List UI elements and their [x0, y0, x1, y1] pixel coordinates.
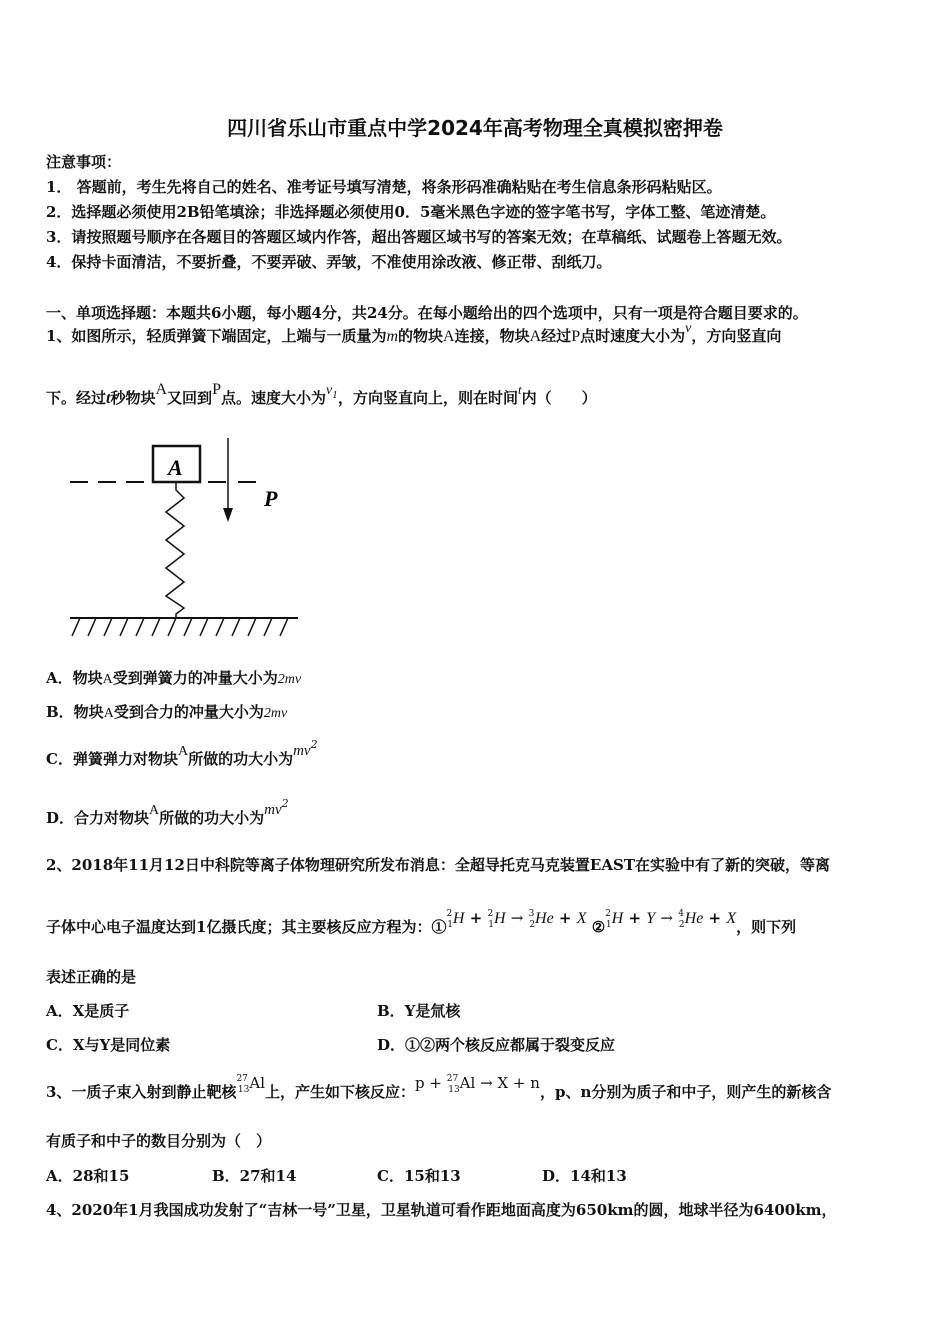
- q1-v1-symbol: v: [325, 383, 333, 398]
- q2-line-3: 表述正确的是: [46, 968, 137, 986]
- q2-equation-1: $^2_1$H + $^2_1$H → $^3_2$He + X: [446, 909, 587, 930]
- q1-mass-symbol: m: [386, 328, 399, 345]
- q3-option-c: C．15和13: [377, 1167, 461, 1185]
- q2-text: ②: [591, 918, 606, 936]
- spring: [166, 482, 184, 618]
- q2-equation-2: $^2_1$H + Y → $^4_2$He + X: [605, 909, 737, 930]
- q1-option-d: [46, 797, 289, 830]
- q1-v1-subscript: 1: [332, 391, 338, 401]
- q1-option-a: [46, 668, 301, 690]
- q1-block-label: A: [443, 328, 455, 345]
- section-heading: 一、单项选择题：本题共6小题，每小题4分，共24分。在每小题给出的四个选项中，只有一项是符合题目要求的。: [46, 304, 808, 322]
- q1-text: 内（ ）: [521, 389, 597, 407]
- q1-time-symbol: t: [106, 390, 111, 407]
- q1-point-label: P: [571, 328, 581, 345]
- option-math: 2mv: [263, 706, 288, 721]
- option-object: A: [103, 706, 114, 721]
- q3-text: 3、一质子束入射到静止靶核: [46, 1083, 237, 1101]
- q3-text: ，p、n分别为质子和中子，则产生的新核含: [539, 1083, 832, 1101]
- q2-text: 子体中心电子温度达到1亿摄氏度；其主要核反应方程为：①: [46, 918, 447, 936]
- q3-line-1: [46, 1074, 832, 1105]
- option-exponent: 2: [281, 797, 289, 810]
- page-title: 四川省乐山市重点中学2024年高考物理全真模拟密押卷: [227, 116, 723, 140]
- notice-heading: 注意事项：: [46, 153, 122, 171]
- q2-line-2: [46, 909, 797, 940]
- spring-diagram: [60, 436, 320, 646]
- q1-text: 1、如图所示，轻质弹簧下端固定，上端与一质量为: [46, 327, 387, 345]
- option-text: C．弹簧弹力对物块: [46, 750, 178, 768]
- option-text: 所做的功大小为: [159, 809, 265, 827]
- option-math: mv: [264, 802, 282, 818]
- q1-option-c: [46, 738, 318, 771]
- option-math: 2mv: [277, 672, 302, 687]
- option-text: A．物块: [46, 669, 103, 687]
- ground-hatching: [72, 618, 288, 636]
- option-text: 受到弹簧力的冲量大小为: [112, 669, 278, 687]
- q1-time-symbol: t: [517, 382, 522, 397]
- q1-option-b: [46, 702, 287, 724]
- block-a-label: A: [168, 455, 183, 480]
- q1-line-1: [46, 321, 782, 348]
- notice-item-1: 1． 答题前，考生先将自己的姓名、准考证号填写清楚，将条形码准确粘贴在考生信息条形码粘贴区。: [46, 178, 722, 196]
- q3-equation: p + $^{27}_{13}$Al → X + n: [415, 1074, 540, 1095]
- option-text: 所做的功大小为: [188, 750, 294, 768]
- option-object: A: [149, 803, 160, 818]
- option-object: A: [102, 672, 113, 687]
- q1-text: ，方向竖直向: [691, 327, 782, 345]
- option-text: 受到合力的冲量大小为: [113, 703, 264, 721]
- q3-option-d: D．14和13: [542, 1167, 627, 1185]
- q4-line-1: 4、2020年1月我国成功发射了“吉林一号”卫星，卫星轨道可看作距地面高度为650km的圆，地球半径为6400km，: [46, 1201, 837, 1219]
- q1-velocity-symbol: v: [685, 321, 692, 336]
- option-exponent: 2: [310, 738, 318, 751]
- q1-text: 下。经过: [46, 389, 107, 407]
- q2-option-d: D．①②两个核反应都属于裂变反应: [377, 1036, 616, 1054]
- down-arrow-icon: [223, 438, 233, 522]
- q2-option-a: A．X是质子: [46, 1002, 130, 1020]
- q1-text: 点。速度大小为: [220, 389, 326, 407]
- q2-option-b: B．Y是氚核: [377, 1002, 461, 1020]
- q1-block-label: A: [529, 328, 542, 345]
- q1-text: 的物块: [398, 327, 444, 345]
- notice-item-4: 4．保持卡面清洁，不要折叠，不要弄破、弄皱，不准使用涂改液、修正带、刮纸刀。: [46, 253, 612, 271]
- q2-option-c: C．X与Y是同位素: [46, 1036, 171, 1054]
- q1-text: 又回到: [167, 389, 213, 407]
- q3-target-nucleus: $^{27}_{13}$Al: [236, 1074, 265, 1095]
- q1-text: 连接，物块: [454, 327, 530, 345]
- option-text: D．合力对物块: [46, 809, 150, 827]
- q3-option-a: A．28和15: [46, 1167, 130, 1185]
- option-text: B．物块: [46, 703, 104, 721]
- notice-item-3: 3．请按照题号顺序在各题目的答题区域内作答，超出答题区域书写的答案无效；在草稿纸、试题卷上答题无效。: [46, 228, 792, 246]
- q1-text: 经过: [541, 327, 572, 345]
- point-p-label: P: [264, 486, 278, 511]
- option-math: mv: [293, 743, 311, 759]
- option-object: A: [177, 744, 189, 759]
- q2-line-1: 2、2018年11月12日中科院等离子体物理研究所发布消息：全超导托克马克装置EAST在实验中有了新的突破，等离: [46, 856, 831, 874]
- q1-line-2: [46, 381, 597, 411]
- notice-item-2: 2．选择题必须使用2B铅笔填涂；非选择题必须使用0．5毫米黑色字迹的签字笔书写，字体工整、笔迹清楚。: [46, 203, 776, 221]
- q1-text: ，方向竖直向上，则在时间: [337, 389, 518, 407]
- q1-text: 点时速度大小为: [580, 327, 686, 345]
- q1-point-label: P: [212, 381, 221, 398]
- q3-text: 上，产生如下核反应：: [265, 1083, 416, 1101]
- q1-block-label: A: [155, 381, 168, 398]
- q1-text: 秒物块: [110, 389, 156, 407]
- q3-option-b: B．27和14: [212, 1167, 297, 1185]
- q3-line-2: 有质子和中子的数目分别为（ ）: [46, 1132, 272, 1150]
- q2-text: ，则下列: [736, 918, 797, 936]
